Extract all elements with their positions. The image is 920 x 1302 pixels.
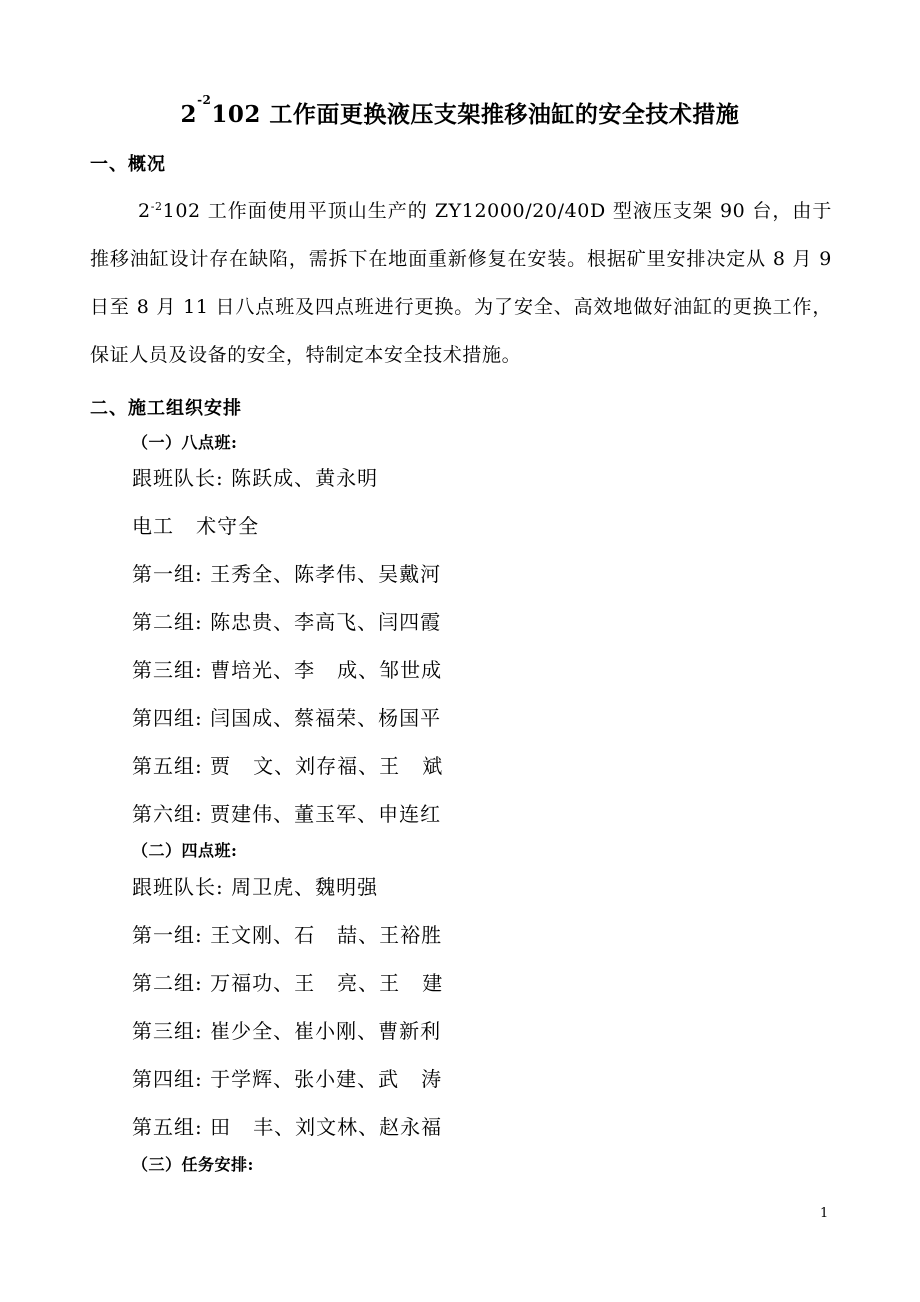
shift2-leader: 跟班队长: 周卫虎、魏明强 (132, 875, 379, 899)
task-heading: （三）任务安排: (132, 1155, 254, 1174)
section-heading-organization: 二、施工组织安排 (90, 398, 242, 419)
page-number: 1 (820, 1206, 829, 1221)
shift1-leader: 跟班队长: 陈跃成、黄永明 (132, 466, 379, 490)
shift1-electrician: 电工 术守全 (132, 514, 260, 538)
document-title: $2^{-2}102$ 工作面更换液压支架推移油缸的安全技术措施 (180, 93, 740, 128)
shift-heading-morning: （一）八点班: (132, 433, 238, 452)
shift1-group: 第一组: 王秀全、陈孝伟、吴戴河 (132, 562, 442, 586)
shift1-group: 第六组: 贾建伟、董玉军、申连红 (132, 802, 442, 826)
section-heading-overview: 一、概况 (90, 154, 166, 175)
shift1-group: 第五组: 贾 文、刘存福、王 斌 (132, 754, 444, 778)
shift1-group: 第四组: 闫国成、蔡福荣、杨国平 (132, 706, 442, 730)
shift1-group: 第二组: 陈忠贵、李高飞、闫四霞 (132, 610, 442, 634)
shift2-group: 第二组: 万福功、王 亮、王 建 (132, 971, 444, 995)
overview-paragraph: $2^{-2}102$ 工作面使用平顶山生产的 ZY12000/20/40D 型液压支架 90 台，由于推移油缸设计存在缺陷，需拆下在地面重新修复在安装。根据矿里安排决定从 8 月 9 日至 8 月 11 日八点班及四点班进行更换。为了安全、高效地做好油缸的更换工作，保证人员及设备的安全，特制定本安全技术措施。 (90, 200, 832, 366)
shift2-group: 第三组: 崔少全、崔小刚、曹新利 (132, 1019, 442, 1043)
shift2-group: 第四组: 于学辉、张小建、武 涛 (132, 1067, 443, 1091)
shift1-group: 第三组: 曹培光、李 成、邹世成 (132, 658, 443, 682)
shift2-group: 第五组: 田 丰、刘文林、赵永福 (132, 1115, 443, 1139)
shift2-group: 第一组: 王文刚、石 喆、王裕胜 (132, 923, 443, 947)
shift-heading-afternoon: （二）四点班: (132, 841, 238, 860)
